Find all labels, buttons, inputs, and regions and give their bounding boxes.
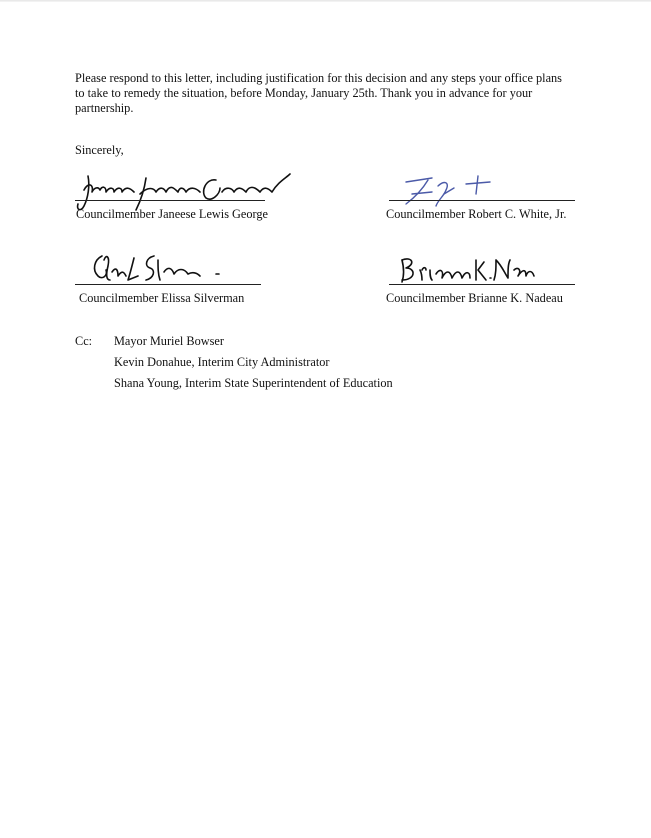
signatory-name-silverman: Councilmember Elissa Silverman [79,291,245,305]
signature-white [398,172,498,210]
signatory-name-george: Councilmember Janeese Lewis George [76,207,269,221]
signature-line-nadeau [389,284,575,285]
signature-line-silverman [75,284,261,285]
signatory-name-white: Councilmember Robert C. White, Jr. [386,207,567,221]
signatory-name-nadeau: Councilmember Brianne K. Nadeau [386,291,563,305]
letter-closing: Sincerely, [75,143,124,157]
cc-label: Cc: [75,334,93,348]
letter-paragraph: Please respond to this letter, including justification for this decision and any steps your office plans to take to remedy the situation, before Monday, January 25th. Thank you in advance for your partnership. [75,71,562,115]
signature-line-white [389,200,575,201]
signature-silverman [88,250,228,286]
cc-recipient: Kevin Donahue, Interim City Administrator [114,355,330,369]
signature-nadeau [398,252,538,286]
page-top-edge [0,0,651,2]
signature-line-george [75,200,265,201]
cc-recipient: Shana Young, Interim State Superintendent of Education [114,376,393,390]
cc-recipient: Mayor Muriel Bowser [114,334,224,348]
